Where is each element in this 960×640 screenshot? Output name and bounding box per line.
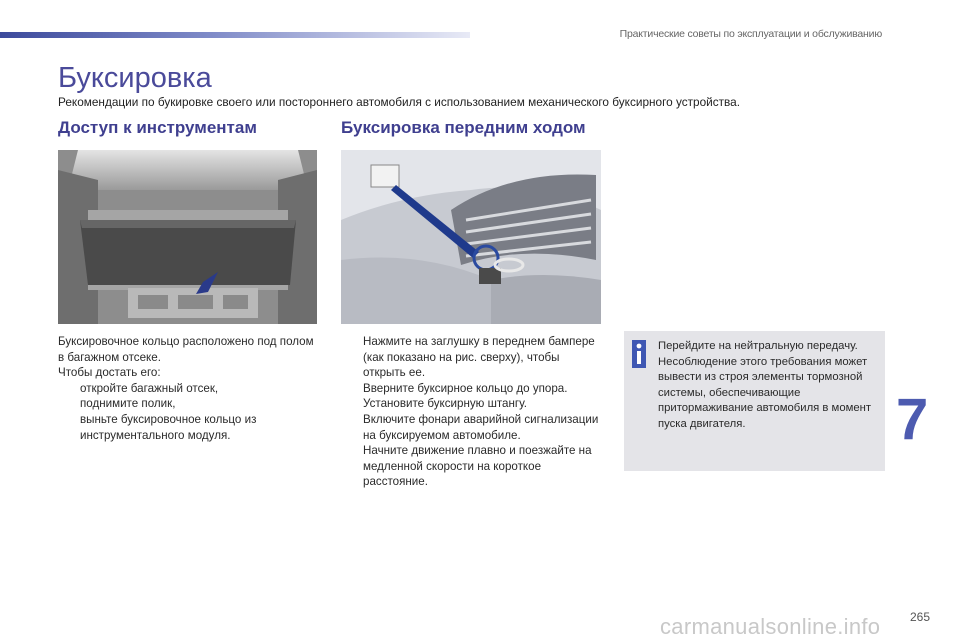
- tool-access-text: [58, 334, 318, 443]
- heading-front-towing: Буксировка передним ходом: [341, 118, 586, 137]
- front-bumper-illustration: [341, 150, 601, 324]
- front-towing-text: [341, 334, 603, 490]
- list-item: Вверните буксирное кольцо до упора.: [363, 381, 568, 395]
- tool-access-steps: [58, 381, 318, 443]
- list-item: Включите фонари аварийной сигнализации на буксируемом автомобиле.: [363, 412, 599, 442]
- list-item: Установите буксирную штангу.: [363, 397, 527, 411]
- list-item: Нажмите на заглушку в переднем бампере (как показано на рис. сверху), чтобы открыть ее.: [363, 335, 595, 380]
- list-item: поднимите полик,: [80, 397, 176, 411]
- how-to-get-text: Чтобы достать его:: [58, 366, 161, 380]
- list-item: Начните движение плавно и поезжайте на медленной скорости на короткое расстояние.: [363, 444, 592, 489]
- list-item: выньте буксировочное кольцо из инструментального модуля.: [80, 412, 257, 442]
- front-towing-steps: [341, 334, 603, 490]
- intro-text: Рекомендации по букировке своего или постороннего автомобиля с использованием механического буксирного устройства.: [58, 95, 741, 109]
- watermark: carmanualsonline.info: [660, 614, 881, 639]
- page-number: 265: [910, 610, 931, 624]
- chapter-number: 7: [896, 387, 929, 452]
- section-header-title: Практические советы по эксплуатации и обслуживанию: [619, 28, 882, 40]
- info-note-text: Перейдите на нейтральную передачу. Несоблюдение этого требования может вывести из строя элементы тормозной системы, обеспечивающие притормаживание автомобиля в момент пуска двигателя.: [658, 340, 872, 430]
- header-accent-bar: [0, 32, 470, 38]
- info-icon: [632, 340, 646, 368]
- heading-tool-access: Доступ к инструментам: [58, 118, 257, 137]
- page-title: Буксировка: [58, 62, 212, 94]
- ring-location-text: Буксировочное кольцо расположено под полом в багажном отсеке.: [58, 335, 314, 364]
- list-item: откройте багажный отсек,: [80, 381, 219, 395]
- trunk-illustration: [58, 150, 317, 324]
- info-note-box: [624, 331, 885, 471]
